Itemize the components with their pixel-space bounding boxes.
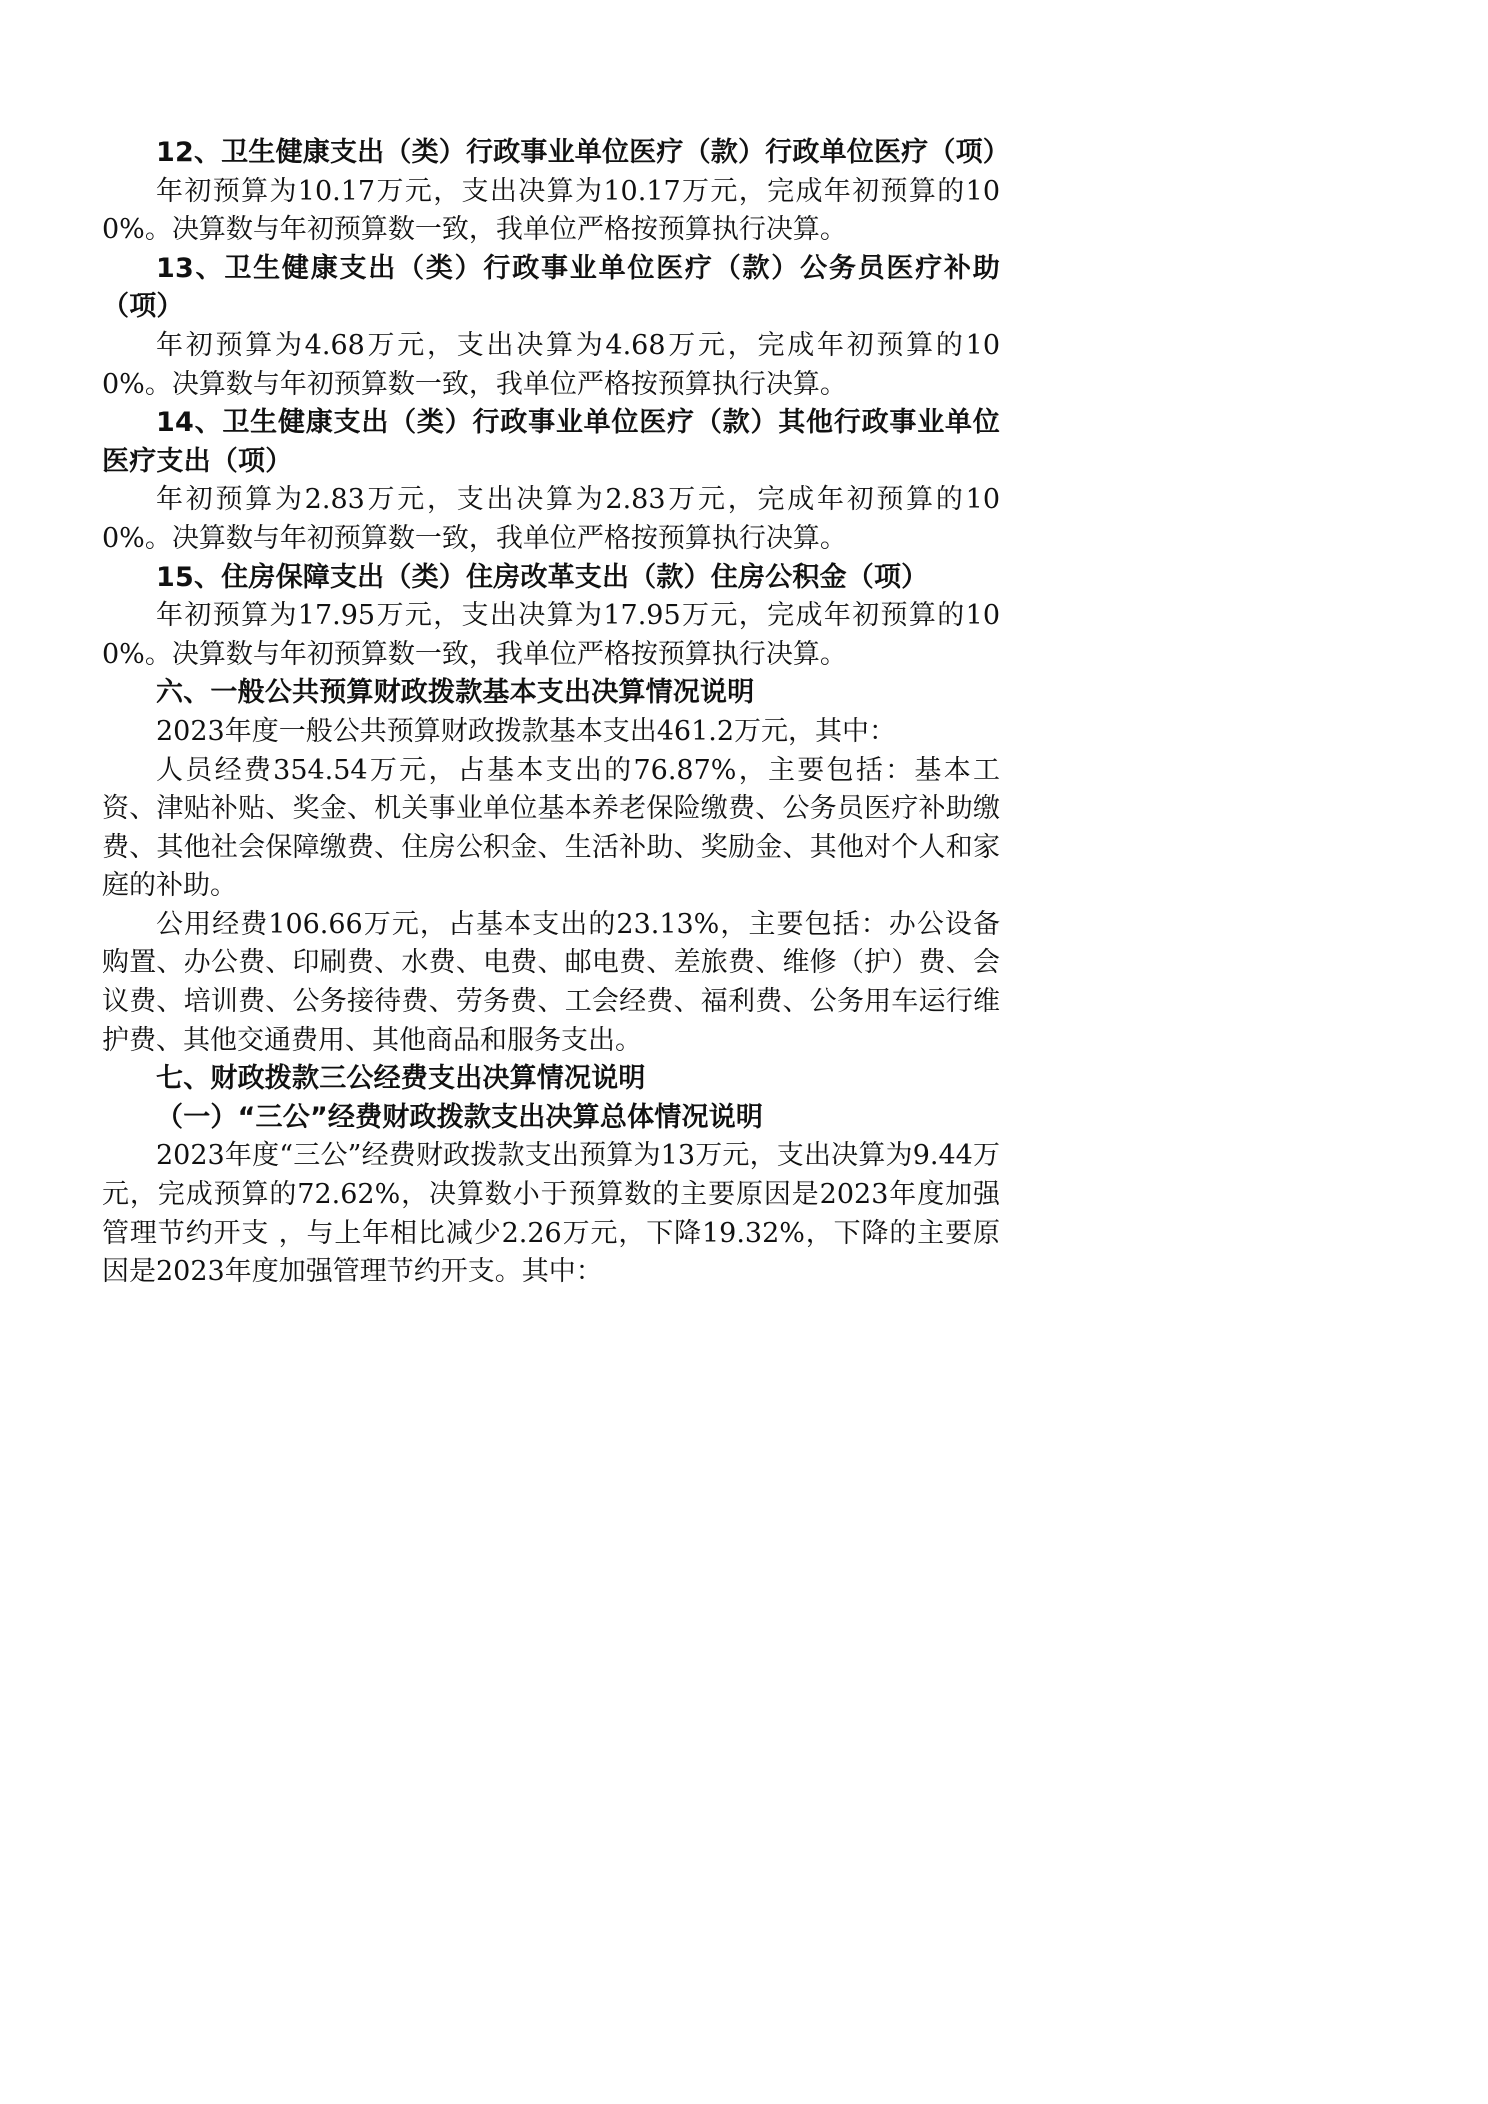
item-12-heading: 12、卫生健康支出（类）行政事业单位医疗（款）行政单位医疗（项） <box>156 137 1010 168</box>
public-expenses-paragraph: 公用经费106.66万元，占基本支出的23.13%，主要包括：办公设备购置、办公费、印刷费、水费、电费、邮电费、差旅费、维修（护）费、会议费、培训费、公务接待费、劳务费、工会经费、福利费、公务用车运行维护费、其他交通费用、其他商品和服务支出。 <box>102 908 1000 1056</box>
item-15-body: 年初预算为17.95万元，支出决算为17.95万元，完成年初预算的100%。决算数与年初预算数一致，我单位严格按预算执行决算。 <box>102 600 1000 670</box>
section-7-sub-1-body: 2023年度“三公”经费财政拨款支出预算为13万元，支出决算为9.44万元，完成预算的72.62%，决算数小于预算数的主要原因是2023年度加强管理节约开支 ，与上年相比减少2.26万元，下降19.32%，下降的主要原因是2023年度加强管理节约开支。其中： <box>102 1140 1000 1288</box>
item-14-body: 年初预算为2.83万元，支出决算为2.83万元，完成年初预算的100%。决算数与年初预算数一致，我单位严格按预算执行决算。 <box>102 484 1000 554</box>
document-body <box>102 134 1010 1292</box>
item-13-body: 年初预算为4.68万元，支出决算为4.68万元，完成年初预算的100%。决算数与年初预算数一致，我单位严格按预算执行决算。 <box>102 329 1000 400</box>
item-14-heading: 14、卫生健康支出（类）行政事业单位医疗（款）其他行政事业单位医疗支出（项） <box>102 407 1000 477</box>
section-7-heading: 七、财政拨款三公经费支出决算情况说明 <box>156 1063 646 1095</box>
item-12-body: 年初预算为10.17万元，支出决算为10.17万元，完成年初预算的100%。决算数与年初预算数一致，我单位严格按预算执行决算。 <box>102 175 1000 246</box>
section-7-sub-1-heading: （一）“三公”经费财政拨款支出决算总体情况说明 <box>156 1101 764 1133</box>
personnel-expenses-paragraph: 人员经费354.54万元，占基本支出的76.87%，主要包括：基本工资、津贴补贴、奖金、机关事业单位基本养老保险缴费、公务员医疗补助缴费、其他社会保障缴费、住房公积金、生活补助、奖励金、其他对个人和家庭的补助。 <box>102 754 1000 902</box>
section-6-intro: 2023年度一般公共预算财政拨款基本支出461.2万元，其中： <box>156 715 897 747</box>
item-15-heading: 15、住房保障支出（类）住房改革支出（款）住房公积金（项） <box>156 561 929 593</box>
section-6-heading: 六、一般公共预算财政拨款基本支出决算情况说明 <box>156 677 755 709</box>
item-13-heading: 13、卫生健康支出（类）行政事业单位医疗（款）公务员医疗补助（项） <box>102 252 1000 323</box>
